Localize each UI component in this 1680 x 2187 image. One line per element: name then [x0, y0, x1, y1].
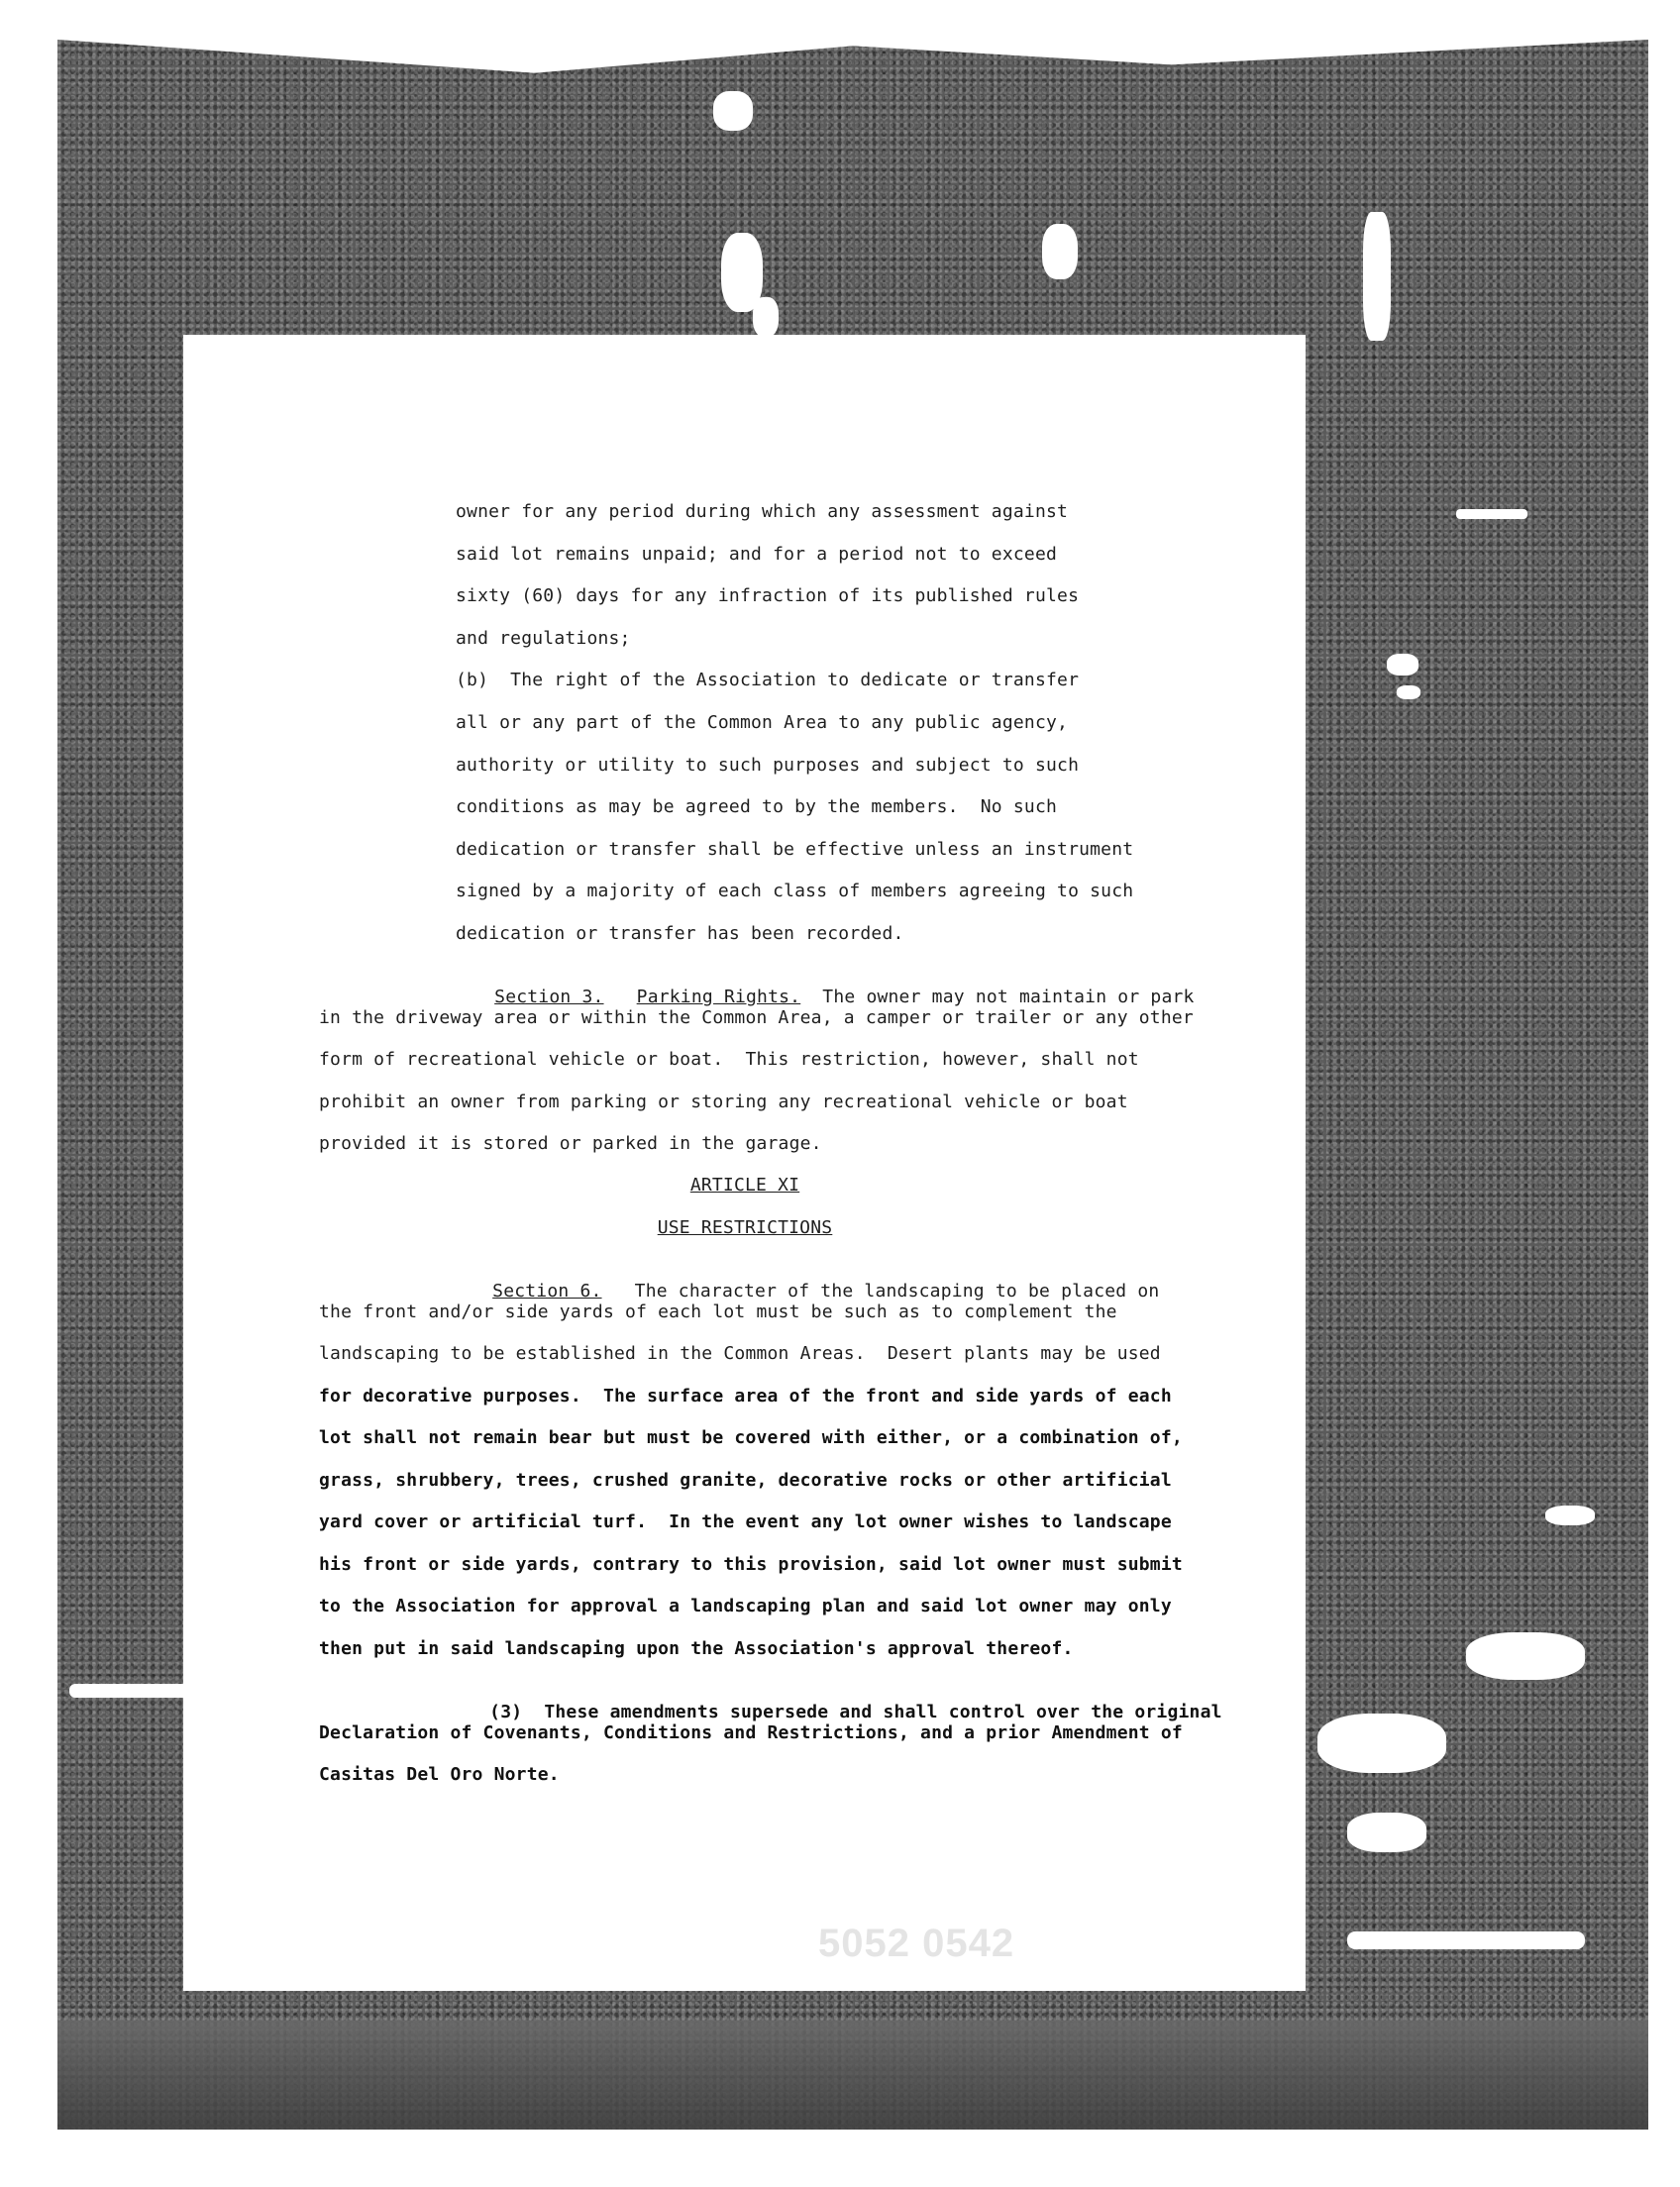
scan-artifact — [1397, 685, 1420, 699]
body-line: and regulations; — [456, 628, 631, 649]
scan-artifact — [1363, 212, 1391, 341]
recording-stamp: 5052 0542 — [818, 1922, 1015, 1965]
body-line: (b) The right of the Association to dedicate or transfer — [456, 670, 1080, 690]
body-line: authority or utility to such purposes and subject to such — [456, 755, 1080, 776]
section-3-heading: Parking Rights. — [636, 987, 801, 1007]
body-line: form of recreational vehicle or boat. This restriction, however, shall not — [319, 1049, 1139, 1070]
article-title: ARTICLE XI — [689, 1175, 800, 1196]
body-line: dedication or transfer has been recorded. — [456, 923, 904, 944]
body-line: landscaping to be established in the Common Areas. Desert plants may be used — [319, 1343, 1161, 1364]
body-line: prohibit an owner from parking or storing any recreational vehicle or boat — [319, 1092, 1128, 1112]
clause-3-label: (3) — [489, 1702, 523, 1722]
scan-artifact — [713, 91, 753, 131]
scan-artifact — [1347, 1813, 1426, 1852]
body-line: owner for any period during which any assessment against — [456, 501, 1069, 522]
body-line: sixty (60) days for any infraction of its published rules — [456, 585, 1080, 606]
section-6-text: The character of the landscaping to be placed on — [634, 1281, 1160, 1302]
scan-artifact — [1347, 1931, 1585, 1949]
section-3-label: Section 3. — [494, 987, 604, 1007]
section-3-text: The owner may not maintain or park — [822, 987, 1195, 1007]
body-line: provided it is stored or parked in the garage. — [319, 1133, 822, 1154]
body-line: said lot remains unpaid; and for a period not to exceed — [456, 544, 1058, 565]
scan-artifact — [1545, 1506, 1595, 1525]
body-line: in the driveway area or within the Common Area, a camper or trailer or any other — [319, 1007, 1194, 1028]
document-page — [183, 335, 1306, 1991]
scan-artifact — [1317, 1714, 1446, 1773]
body-line: signed by a majority of each class of members agreeing to such — [456, 881, 1134, 901]
body-line: grass, shrubbery, trees, crushed granite, decorative rocks or other artificial — [319, 1470, 1172, 1491]
scan-artifact — [753, 297, 779, 337]
body-line: dedication or transfer shall be effective unless an instrument — [456, 839, 1134, 860]
article-subtitle: USE RESTRICTIONS — [657, 1217, 833, 1238]
body-line: his front or side yards, contrary to this provision, said lot owner must submit — [319, 1554, 1183, 1575]
body-line: Casitas Del Oro Norte. — [319, 1764, 560, 1785]
clause-3-text: These amendments supersede and shall control over the original — [544, 1702, 1222, 1722]
body-line: Declaration of Covenants, Conditions and Restrictions, and a prior Amendment of — [319, 1722, 1183, 1743]
section-6-label: Section 6. — [492, 1281, 602, 1302]
body-line: all or any part of the Common Area to any public agency, — [456, 712, 1069, 733]
body-line: conditions as may be agreed to by the members. No such — [456, 796, 1058, 817]
body-line: yard cover or artificial turf. In the event any lot owner wishes to landscape — [319, 1511, 1172, 1532]
scan-artifact — [1042, 224, 1078, 279]
scan-artifact — [1456, 509, 1527, 519]
body-line: to the Association for approval a landscaping plan and said lot owner may only — [319, 1596, 1172, 1616]
body-line: then put in said landscaping upon the Association's approval thereof. — [319, 1638, 1074, 1659]
body-line: for decorative purposes. The surface area of the front and side yards of each — [319, 1386, 1172, 1406]
body-line: the front and/or side yards of each lot must be such as to complement the — [319, 1302, 1117, 1322]
body-line: lot shall not remain bear but must be covered with either, or a combination of, — [319, 1427, 1183, 1448]
scan-bottom-smear — [57, 2021, 1648, 2130]
scan-artifact — [1466, 1632, 1585, 1680]
scan-artifact — [1387, 654, 1418, 676]
